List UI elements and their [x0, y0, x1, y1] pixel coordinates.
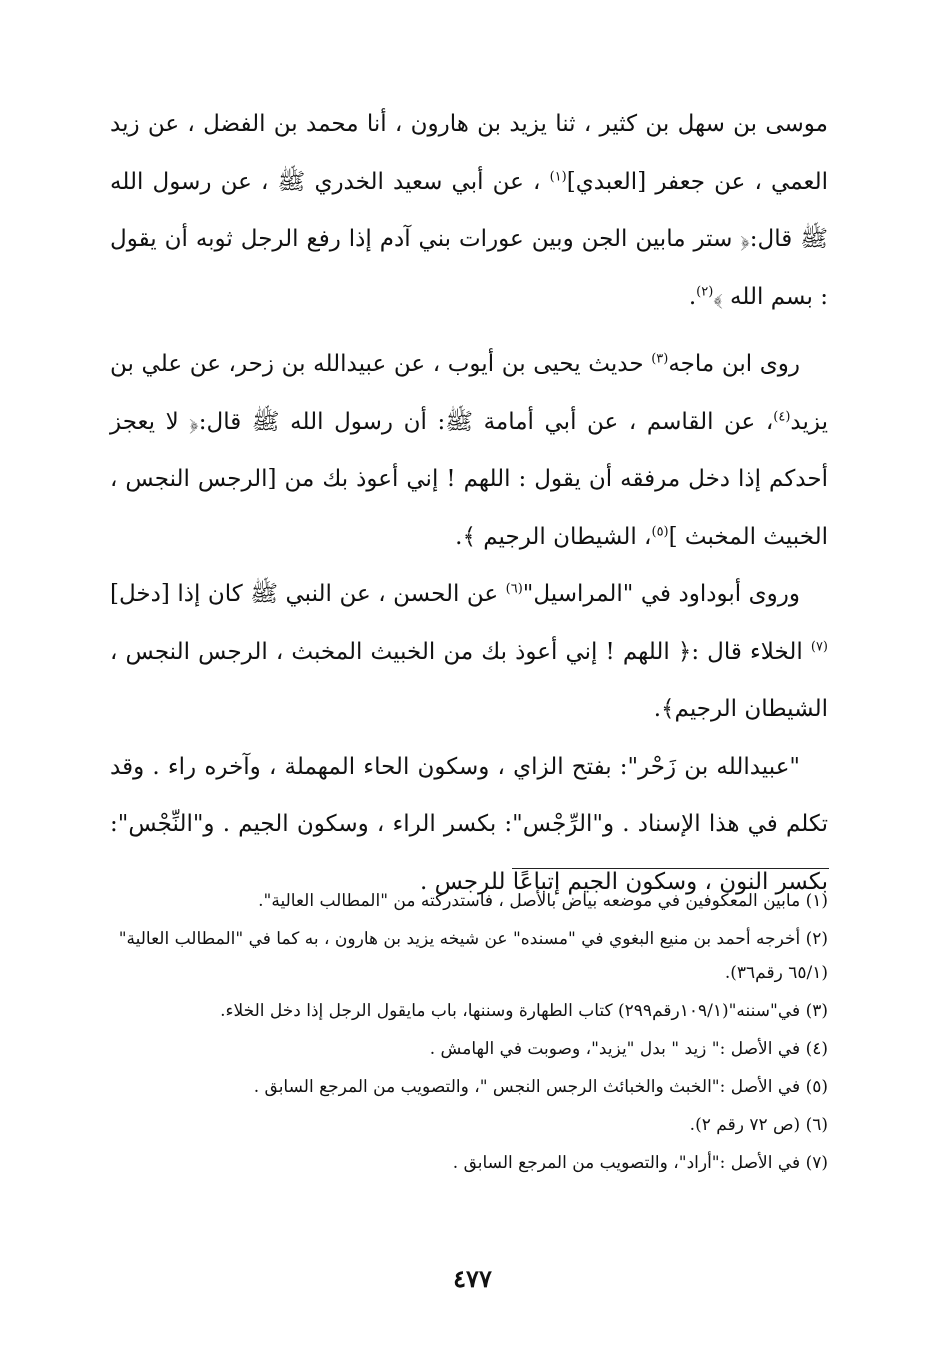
footnote-ref-2[interactable]: (٢) [696, 283, 714, 299]
paragraph-4: "عبيدالله بن زَحْر": بفتح الزاي ، وسكون الحاء المهملة ، وآخره راء . وقد تكلم في هذا الإسناد . و"الرِّجْس": بكسر الراء ، وسكون الجيم . و"النِّجْس": بكسر النون ، وسكون الجيم إتباعًا للرجس . [110, 753, 828, 895]
footnotes [110, 884, 828, 1184]
text-run: الخلاء قال :﴿ اللهم ! إني أعوذ بك من الخبيث المخبث ، الرجس النجس ، الشيطان الرجيم﴾. [110, 638, 828, 722]
footnote-divider [512, 868, 829, 869]
footnote-ref-6[interactable]: (٦) [505, 581, 523, 597]
footnote-ref-4[interactable]: (٤) [773, 408, 791, 424]
text-run: . [688, 283, 697, 310]
footnote-ref-1[interactable]: (١) [549, 168, 567, 184]
footnote-ref-7[interactable]: (٧) [810, 638, 828, 654]
main-text [110, 96, 828, 911]
paragraph-3 [110, 566, 828, 739]
footnote-1: (١) مابين المعكوفين في موضعه بياض بالأصل ، فاستدركته من "المطالب العالية". [258, 891, 828, 911]
text-run: ، عن أبي سعيد الخدري ﷺ ، عن رسول الله ﷺ قال:﴿ ستر مابين الجن وبين عورات بني آدم إذا رفع الرجل ثوبه أن يقول : بسم الله ﴾ [110, 168, 828, 310]
footnote-3: (٣) في"سننه"(١٠٩/١رقم٢٩٩) كتاب الطهارة وسننها، باب مايقول الرجل إذا دخل الخلاء. [220, 1001, 828, 1021]
paragraph-1 [110, 96, 828, 326]
footnote-ref-5[interactable]: (٥) [651, 523, 669, 539]
footnote-ref-3[interactable]: (٣) [651, 351, 669, 367]
text-run: عن الحسن ، عن النبي ﷺ كان إذا [دخل] [110, 581, 506, 607]
text-run: ، الشيطان الرجيم ﴾. [455, 523, 652, 550]
text-run: موسى بن سهل بن كثير ، ثنا يزيد بن هارون ، أنا محمد بن الفضل ، عن زيد العمي ، عن جعفر [العبدي] [110, 111, 828, 195]
footnote-5: (٥) في الأصل :"الخبث والخبائث الرجس النجس "، والتصويب من المرجع السابق . [253, 1077, 828, 1097]
footnote-7: (٧) في الأصل :"أراد"، والتصويب من المرجع السابق . [452, 1153, 828, 1173]
footnote-6: (٦) (ص ٧٢ رقم ٢). [689, 1115, 828, 1135]
footnote-4: (٤) في الأصل :" زيد " بدل "يزيد"، وصوبت في الهامش . [429, 1039, 828, 1059]
paragraph-2 [110, 336, 828, 566]
text-run: ، عن القاسم ، عن أبي أمامة ﷺ: أن رسول الله ﷺ قال:﴿ لا يعجز أحدكم إذا دخل مرفقه أن يقول : اللهم ! إني أعوذ بك من [الرجس النجس ، الخبيث المخبث ] [110, 408, 828, 550]
footnote-2: (٢) أخرجه أحمد بن منيع البغوي في "مسنده" عن شيخه يزيد بن هارون ، به كما في "المطالب العالية" (٦٥/١ رقم٣٦). [118, 929, 828, 983]
text-run: حديث يحيى بن أيوب ، عن عبيدالله بن زحر، عن علي بن يزيد [110, 351, 828, 435]
page-number: ٤٧٧ [453, 1264, 492, 1293]
text-run: وروى أبوداود في "المراسيل" [522, 581, 801, 607]
text-run: روى ابن ماجه [668, 351, 800, 377]
